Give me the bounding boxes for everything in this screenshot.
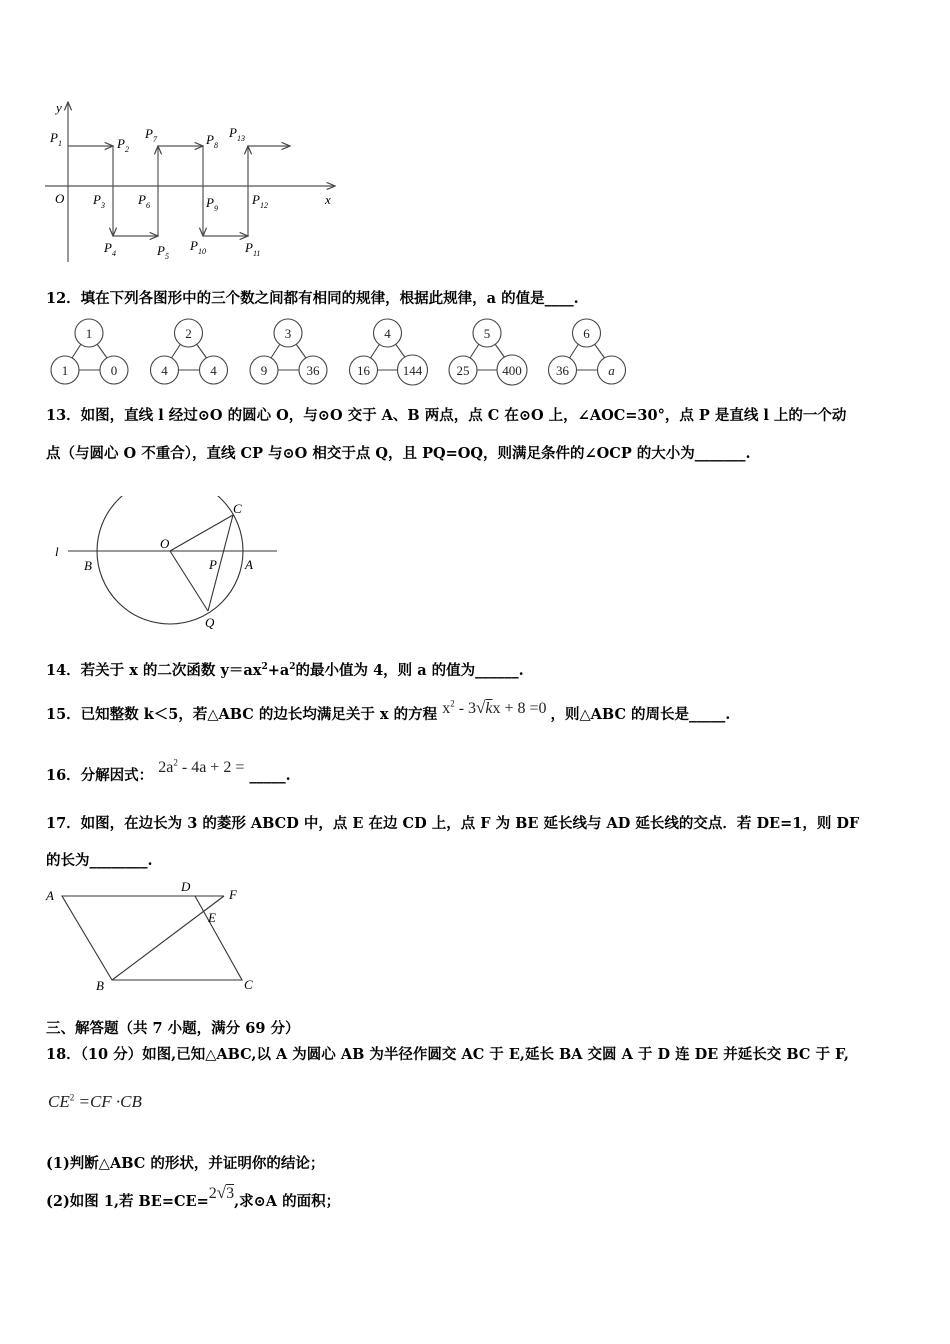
question-17-line1: 17．如图，在边长为 3 的菱形 ABCD 中，点 E 在边 CD 上，点 F 为 BE 延长线与 AD 延长线的交点．若 DE=1，则 DF — [46, 815, 860, 832]
question-18-part2: (2)如图 1,若 BE=CE=2√3,求⊙A 的面积； — [46, 1183, 341, 1210]
label-b: B — [84, 558, 92, 573]
triangle-1-top-number: 1 — [85, 326, 93, 341]
p9-label: $P_9$ — [206, 195, 218, 213]
label-p: P — [209, 557, 217, 572]
p4-label: $P_4$ — [104, 240, 116, 258]
label-l: l — [55, 544, 59, 559]
section-3-heading: 三、解答题（共 7 小题，满分 69 分） — [46, 1020, 300, 1037]
number-triangle-2 — [151, 319, 228, 384]
triangle-4-top-number: 4 — [384, 326, 391, 341]
p13-label: $P_{13}$ — [229, 125, 245, 143]
question-17-line2: 的长为________. — [46, 852, 153, 869]
p1-label: $P_1$ — [50, 130, 62, 148]
p5-label: $P_5$ — [157, 243, 169, 261]
triangle-3-top-number: 3 — [284, 326, 292, 341]
p2-label: $P_2$ — [117, 136, 129, 154]
segment-oc — [170, 515, 233, 551]
triangle-1-right-number: 0 — [110, 363, 118, 378]
label-o: O — [160, 536, 170, 551]
triangle-5-left-number: 25 — [456, 363, 470, 378]
segment-bf — [112, 896, 224, 980]
number-triangle-6 — [549, 319, 626, 384]
label-a: A — [46, 888, 54, 903]
equation-16: $2a^2 - 4a + 2$ = — [158, 757, 245, 776]
number-triangle-1 — [51, 319, 128, 384]
p3-label: $P_3$ — [93, 192, 105, 210]
y-label: y — [56, 100, 62, 115]
label-f: F — [229, 887, 237, 902]
triangle-2-top-number: 2 — [185, 326, 192, 341]
label-a: A — [245, 557, 253, 572]
rhombus-figure — [40, 876, 270, 996]
question-13-line2: 点（与圆心 O 不重合），直线 CP 与⊙O 相交于点 Q，且 PQ=OQ，则满足条件的∠OCP 的大小为_______. — [46, 445, 751, 462]
triangle-3-right-number: 36 — [306, 363, 320, 378]
p6-label: $P_6$ — [138, 192, 150, 210]
question-16-text: 16．分解因式： $2a^2 - 4a + 2$ = _____. — [46, 757, 291, 784]
rhombus-abcd — [62, 896, 242, 980]
p7-label: $P_7$ — [145, 126, 157, 144]
number-triangle-3 — [250, 319, 327, 384]
origin-label: O — [55, 191, 65, 206]
triangle-5-right-number: 400 — [502, 363, 522, 378]
triangle-6-top-number: 6 — [583, 326, 590, 341]
triangle-2-right-number: 4 — [210, 363, 217, 378]
label-e: E — [208, 910, 216, 925]
label-b: B — [96, 978, 104, 993]
triangle-2-left-number: 4 — [161, 363, 168, 378]
equation-18: $CE^2 =CF \cdot CB$ — [48, 1092, 142, 1111]
triangle-4-right-number: 144 — [402, 363, 423, 378]
number-triangle-4 — [350, 319, 428, 385]
question-12-text: 12．填在下列各图形中的三个数之间都有相同的规律，根据此规律，a 的值是____. — [46, 290, 579, 307]
question-14-text: 14．若关于 x 的二次函数 $y=ax^2+a^2$的最小值为 4，则 a 的值为______. — [46, 662, 524, 679]
number-triangle-5 — [449, 319, 527, 385]
p12-label: $P_{12}$ — [252, 192, 268, 210]
triangle-6-left-number: 36 — [556, 363, 569, 378]
label-c: C — [233, 501, 242, 516]
label-c: C — [244, 977, 253, 992]
circle-figure — [50, 496, 290, 636]
p8-label: $P_8$ — [206, 132, 218, 150]
label-d: D — [181, 879, 191, 894]
number-triangles-figure — [40, 316, 640, 388]
equation-15: $x^2 - 3√kx + 8 =0$ — [442, 698, 547, 717]
label-q: Q — [205, 615, 215, 630]
p10-label: $P_{10}$ — [190, 238, 206, 256]
segment-oq — [170, 551, 208, 611]
question-18-line1: 18．（10 分）如图,已知△ABC,以 A 为圆心 AB 为半径作圆交 AC 于 E,延长 BA 交圆 A 于 D 连 DE 并延长交 BC 于 F, — [46, 1046, 849, 1063]
question-13-line1: 13．如图，直线 l 经过⊙O 的圆心 O，与⊙O 交于 A、B 两点，点 C 在⊙O 上，∠AOC=30°，点 P 是直线 l 上的一个动 — [46, 407, 847, 424]
triangle-4-left-number: 16 — [357, 363, 370, 378]
question-15-text: 15．已知整数 k＜5，若△ABC 的边长均满足关于 x 的方程 $x^2 - 3√kx + 8 =0$ ，则△ABC 的周长是_____. — [46, 698, 731, 723]
question-18-part1: (1)判断△ABC 的形状，并证明你的结论； — [46, 1155, 325, 1172]
triangle-3-left-number: 9 — [260, 363, 268, 378]
p11-label: $P_{11}$ — [245, 240, 261, 258]
triangle-1-left-number: 1 — [61, 363, 69, 378]
triangle-5-top-number: 5 — [483, 326, 491, 341]
triangle-6-right-number: a — [608, 363, 615, 378]
point-path-figure — [40, 96, 350, 268]
x-label: x — [325, 192, 331, 207]
